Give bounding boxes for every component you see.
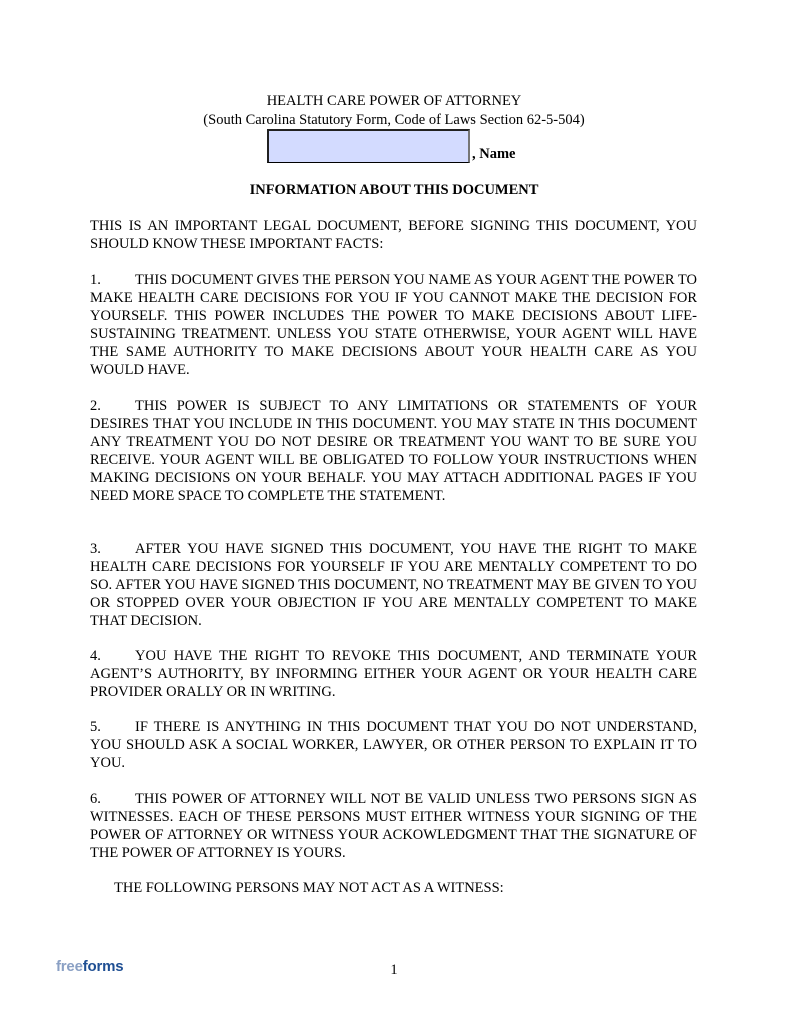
paragraph-number: 5. bbox=[90, 719, 101, 735]
numbered-paragraph bbox=[90, 271, 697, 379]
paragraph-number: 3. bbox=[90, 541, 101, 557]
paragraph-text: AFTER YOU HAVE SIGNED THIS DOCUMENT, YOU HAVE THE RIGHT TO MAKE HEALTH CARE DECISIONS FOR YOURSELF IF YOU ARE MENTALLY COMPETENT TO DO SO. AFTER YOU HAVE SIGNED THIS DOCUMENT, NO TREATMENT MAY BE GIVEN TO YOU OR STOPPED OVER YOUR OBJECTION IF YOU ARE MENTALLY COMPETENT TO MAKE THAT DECISION. bbox=[90, 541, 697, 629]
paragraph-text: THIS POWER IS SUBJECT TO ANY LIMITATIONS OR STATEMENTS OF YOUR DESIRES THAT YOU INCLUDE IN THIS DOCUMENT. YOU MAY STATE IN THIS DOCUMENT ANY TREATMENT YOU DO NOT DESIRE OR TREATMENT YOU WANT TO BE SURE YOU RECEIVE. YOUR AGENT WILL BE OBLIGATED TO FOLLOW YOUR INSTRUCTIONS WHEN MAKING DECISIONS ON YOUR BEHALF. YOU MAY ATTACH ADDITIONAL PAGES IF YOU NEED MORE SPACE TO COMPLETE THE STATEMENT. bbox=[90, 398, 697, 504]
document-subtitle: (South Carolina Statutory Form, Code of Laws Section 62-5-504) bbox=[203, 112, 585, 128]
name-label: , Name bbox=[472, 146, 516, 162]
paragraph-text: IF THERE IS ANYTHING IN THIS DOCUMENT THAT YOU DO NOT UNDERSTAND, YOU SHOULD ASK A SOCIAL WORKER, LAWYER, OR OTHER PERSON TO EXPLAIN IT TO YOU. bbox=[90, 719, 697, 771]
page-number: 1 bbox=[390, 962, 398, 978]
paragraph-text: YOU HAVE THE RIGHT TO REVOKE THIS DOCUMENT, AND TERMINATE YOUR AGENT’S AUTHORITY, BY INFORMING EITHER YOUR AGENT OR YOUR HEALTH CARE PROVIDER ORALLY OR IN WRITING. bbox=[90, 648, 697, 700]
numbered-paragraph bbox=[90, 397, 697, 505]
document-title: HEALTH CARE POWER OF ATTORNEY bbox=[266, 93, 522, 109]
numbered-paragraph bbox=[90, 790, 697, 862]
logo-free-text: free bbox=[56, 958, 83, 975]
logo-forms-text: forms bbox=[82, 958, 124, 975]
paragraph-text: THIS POWER OF ATTORNEY WILL NOT BE VALID UNLESS TWO PERSONS SIGN AS WITNESSES. EACH OF THESE PERSONS MUST EITHER WITNESS YOUR SIGNING OF THE POWER OF ATTORNEY OR WITNESS YOUR ACKOWLEDGMENT THAT THE SIGNATURE OF THE POWER OF ATTORNEY IS YOURS. bbox=[90, 791, 697, 861]
paragraph-number: 2. bbox=[90, 398, 101, 414]
principal-name-field[interactable] bbox=[267, 129, 470, 163]
paragraph-number: 1. bbox=[90, 272, 101, 288]
paragraph-number: 6. bbox=[90, 791, 101, 807]
numbered-paragraph bbox=[90, 718, 697, 772]
witness-heading: THE FOLLOWING PERSONS MAY NOT ACT AS A WITNESS: bbox=[114, 880, 504, 896]
paragraph-text: THIS DOCUMENT GIVES THE PERSON YOU NAME AS YOUR AGENT THE POWER TO MAKE HEALTH CARE DECISIONS FOR YOU IF YOU CANNOT MAKE THE DECISION FOR YOURSELF. THIS POWER INCLUDES THE POWER TO MAKE DECISIONS ABOUT LIFE-SUSTAINING TREATMENT. UNLESS YOU STATE OTHERWISE, YOUR AGENT WILL HAVE THE SAME AUTHORITY TO MAKE DECISIONS ABOUT YOUR HEALTH CARE AS YOU WOULD HAVE. bbox=[90, 272, 697, 378]
section-heading: INFORMATION ABOUT THIS DOCUMENT bbox=[249, 182, 539, 198]
numbered-paragraph bbox=[90, 540, 697, 630]
name-row bbox=[267, 127, 516, 163]
intro-paragraph: THIS IS AN IMPORTANT LEGAL DOCUMENT, BEFORE SIGNING THIS DOCUMENT, YOU SHOULD KNOW THESE IMPORTANT FACTS: bbox=[90, 218, 697, 252]
paragraph-number: 4. bbox=[90, 648, 101, 664]
numbered-paragraph bbox=[90, 647, 697, 701]
